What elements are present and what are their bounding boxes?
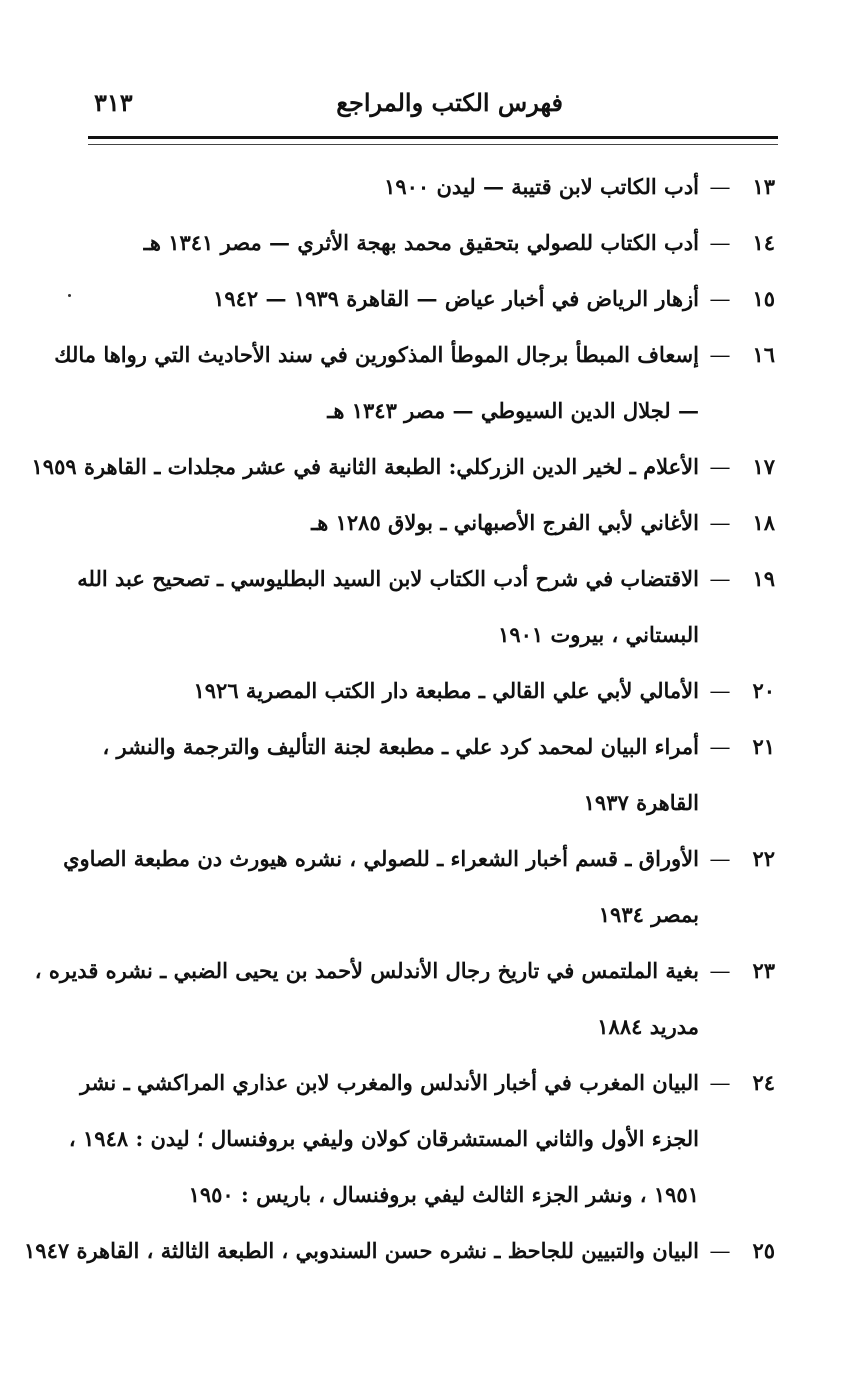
entry-number: ١٦ bbox=[752, 342, 775, 367]
header-rule-thick bbox=[88, 136, 778, 139]
entry-dash: — bbox=[709, 343, 731, 367]
entry-line: أمراء البيان لمحمد كرد علي ـ مطبعة لجنة التأليف والترجمة والنشر ، bbox=[102, 734, 699, 759]
bibliography-list bbox=[24, 168, 775, 1288]
bibliography-entry bbox=[31, 448, 775, 486]
entry-dash: — bbox=[709, 287, 731, 311]
entry-number: ٢١ bbox=[752, 734, 775, 759]
entry-line: البيان المغرب في أخبار الأندلس والمغرب لابن عذاري المراكشي ـ نشر bbox=[80, 1070, 699, 1095]
entry-line: أدب الكاتب لابن قتيبة — ليدن ١٩٠٠ bbox=[384, 174, 699, 199]
entry-line: إسعاف المبطأ برجال الموطأ المذكورين في سند الأحاديث التي رواها مالك bbox=[54, 342, 699, 367]
entry-dash: — bbox=[709, 1239, 731, 1263]
entry-dash: — bbox=[709, 847, 731, 871]
entry-dash: — bbox=[709, 567, 731, 591]
entry-line: البيان والتبيين للجاحظ ـ نشره حسن السندوبي ، الطبعة الثالثة ، القاهرة ١٩٤٧ bbox=[24, 1238, 699, 1263]
entry-dash: — bbox=[709, 175, 731, 199]
entry-line: أدب الكتاب للصولي بتحقيق محمد بهجة الأثري — مصر ١٣٤١ هـ bbox=[143, 230, 699, 255]
header-rule-thin bbox=[88, 144, 778, 145]
bibliography-entry bbox=[95, 280, 775, 318]
bibliography-entry bbox=[34, 952, 775, 1046]
entry-line: أزهار الرياض في أخبار عياض — القاهرة ١٩٣٩ — ١٩٤٢ bbox=[213, 286, 699, 311]
entry-text bbox=[95, 168, 699, 206]
entry-text bbox=[54, 336, 699, 430]
entry-dash: — bbox=[709, 231, 731, 255]
entry-line: الأغاني لأبي الفرج الأصبهاني ـ بولاق ١٢٨٥ هـ bbox=[311, 510, 699, 535]
bibliography-entry bbox=[24, 1232, 775, 1270]
entry-line: الأوراق ـ قسم أخبار الشعراء ـ للصولي ، نشره هيورث دن مطبعة الصاوي bbox=[63, 846, 699, 871]
entry-line: البستاني ، بيروت ١٩٠١ bbox=[498, 622, 699, 647]
entry-line: بغية الملتمس في تاريخ رجال الأندلس لأحمد بن يحيى الضبي ـ نشره قديره ، bbox=[34, 958, 699, 983]
bibliography-entry bbox=[68, 1064, 775, 1214]
entry-number: ١٣ bbox=[752, 174, 775, 199]
page-title: فهرس الكتب والمراجع bbox=[336, 88, 563, 117]
entry-number: ٢٠ bbox=[752, 678, 775, 703]
entry-text bbox=[32, 448, 699, 486]
entry-text bbox=[95, 280, 699, 318]
entry-dash: — bbox=[709, 511, 731, 535]
entry-text bbox=[95, 672, 699, 710]
entry-text bbox=[69, 1064, 699, 1214]
page-number: ٣١٣ bbox=[94, 88, 133, 117]
page-header bbox=[88, 88, 768, 128]
entry-text bbox=[24, 1232, 699, 1270]
entry-number: ١٩ bbox=[752, 566, 775, 591]
entry-dash: — bbox=[709, 679, 731, 703]
bibliography-entry bbox=[95, 504, 775, 542]
entry-number: ٢٣ bbox=[752, 958, 775, 983]
entry-line: الأمالي لأبي علي القالي ـ مطبعة دار الكتب المصرية ١٩٢٦ bbox=[193, 678, 699, 703]
entry-dash: — bbox=[709, 455, 731, 479]
bibliography-entry bbox=[95, 728, 775, 822]
entry-number: ٢٢ bbox=[752, 846, 775, 871]
bibliography-entry bbox=[95, 224, 775, 262]
entry-text bbox=[95, 224, 699, 262]
entry-text bbox=[35, 952, 699, 1046]
bibliography-entry bbox=[95, 168, 775, 206]
entry-number: ٢٤ bbox=[752, 1070, 775, 1095]
entry-dash: — bbox=[709, 959, 731, 983]
entry-text bbox=[77, 560, 699, 654]
bibliography-entry bbox=[63, 840, 775, 934]
bibliography-entry bbox=[77, 560, 775, 654]
entry-text bbox=[95, 504, 699, 542]
entry-text bbox=[95, 728, 699, 822]
entry-dash: — bbox=[709, 735, 731, 759]
entry-line: الاقتضاب في شرح أدب الكتاب لابن السيد البطليوسي ـ تصحيح عبد الله bbox=[77, 566, 699, 591]
entry-text bbox=[63, 840, 699, 934]
entry-line: ١٩٥١ ، ونشر الجزء الثالث ليفي بروفنسال ، باريس : ١٩٥٠ bbox=[188, 1182, 699, 1207]
entry-number: ١٤ bbox=[752, 230, 775, 255]
stray-mark bbox=[68, 294, 71, 297]
entry-number: ١٧ bbox=[752, 454, 775, 479]
bibliography-entry bbox=[95, 672, 775, 710]
entry-line: — لجلال الدين السيوطي — مصر ١٣٤٣ هـ bbox=[327, 398, 699, 423]
entry-number: ٢٥ bbox=[752, 1238, 775, 1263]
entry-line: الأعلام ـ لخير الدين الزركلي: الطبعة الثانية في عشر مجلدات ـ القاهرة ١٩٥٩ bbox=[31, 454, 699, 479]
entry-line: بمصر ١٩٣٤ bbox=[598, 902, 699, 927]
entry-line: مدريد ١٨٨٤ bbox=[597, 1014, 699, 1039]
entry-number: ١٨ bbox=[752, 510, 775, 535]
bibliography-entry bbox=[54, 336, 775, 430]
entry-line: الجزء الأول والثاني المستشرقان كولان وليفي بروفنسال ؛ ليدن : ١٩٤٨ ، bbox=[68, 1126, 699, 1151]
entry-dash: — bbox=[709, 1071, 731, 1095]
entry-line: القاهرة ١٩٣٧ bbox=[583, 790, 699, 815]
entry-number: ١٥ bbox=[752, 286, 775, 311]
